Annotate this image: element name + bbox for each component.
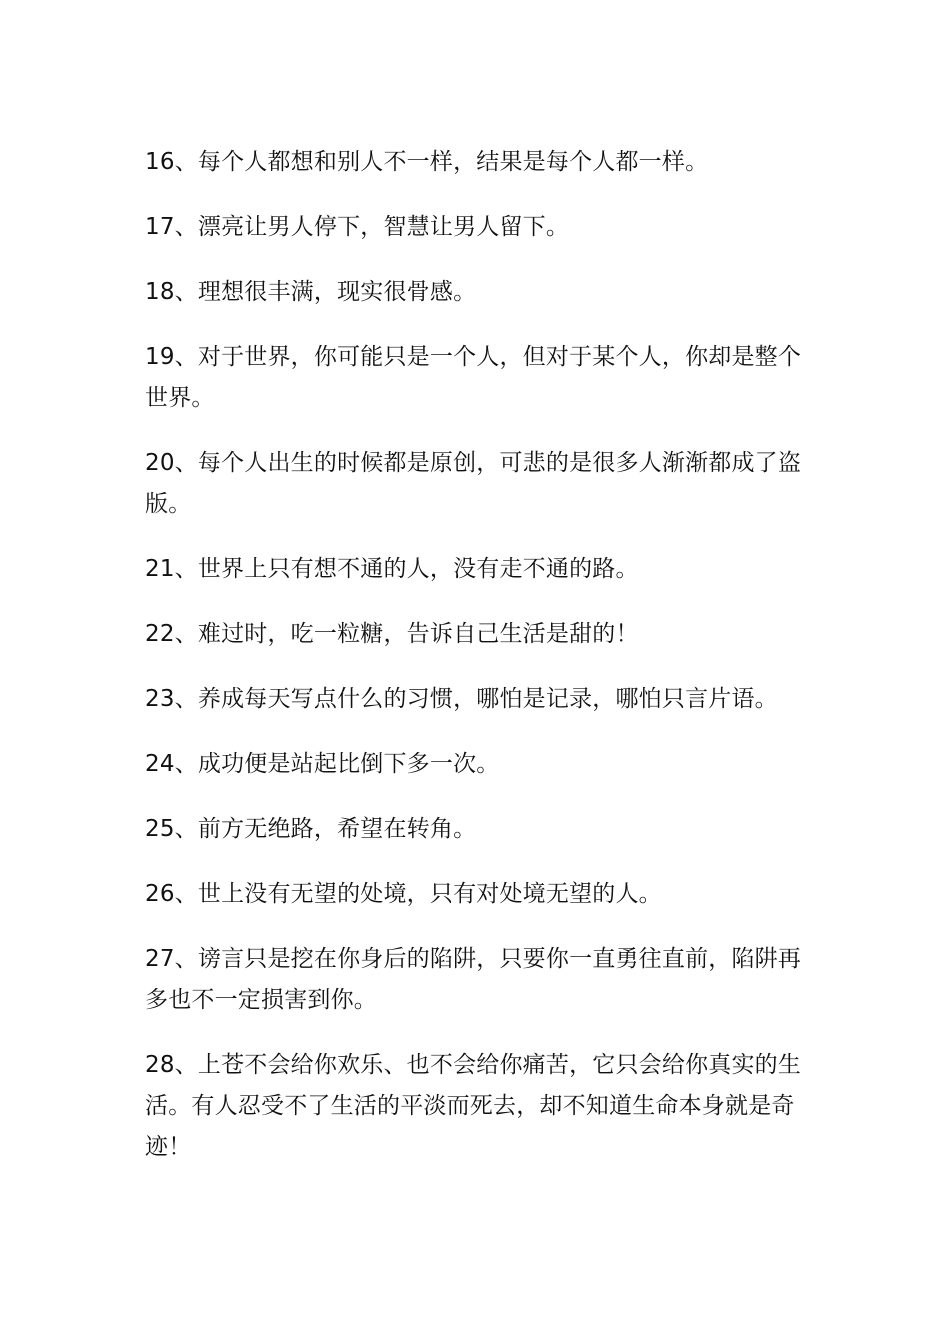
quote-item-18: 18、理想很丰满，现实很骨感。 [145,279,477,305]
quote-item-28: 28、上苍不会给你欢乐、也不会给你痛苦，它只会给你真实的生活。有人忍受不了生活的平淡而死去，却不知道生命本身就是奇迹！ [145,1052,802,1160]
quote-item-19: 19、对于世界，你可能只是一个人，但对于某个人，你却是整个世界。 [145,344,802,411]
quote-item-22: 22、难过时，吃一粒糖，告诉自己生活是甜的！ [145,621,639,647]
quote-item-27: 27、谤言只是挖在你身后的陷阱，只要你一直勇往直前，陷阱再多也不一定损害到你。 [145,946,802,1013]
quote-item-25: 25、前方无绝路，希望在转角。 [145,816,477,842]
quote-item-21: 21、世界上只有想不通的人，没有走不通的路。 [145,556,639,582]
quote-item-24: 24、成功便是站起比倒下多一次。 [145,751,500,777]
quote-item-20: 20、每个人出生的时候都是原创，可悲的是很多人渐渐都成了盗版。 [145,450,802,517]
quote-item-16: 16、每个人都想和别人不一样，结果是每个人都一样。 [145,149,709,175]
quote-item-26: 26、世上没有无望的处境，只有对处境无望的人。 [145,881,662,907]
quote-item-23: 23、养成每天写点什么的习惯，哪怕是记录，哪怕只言片语。 [145,686,778,712]
quote-item-17: 17、漂亮让男人停下，智慧让男人留下。 [145,214,570,240]
quote-list [145,142,810,1192]
